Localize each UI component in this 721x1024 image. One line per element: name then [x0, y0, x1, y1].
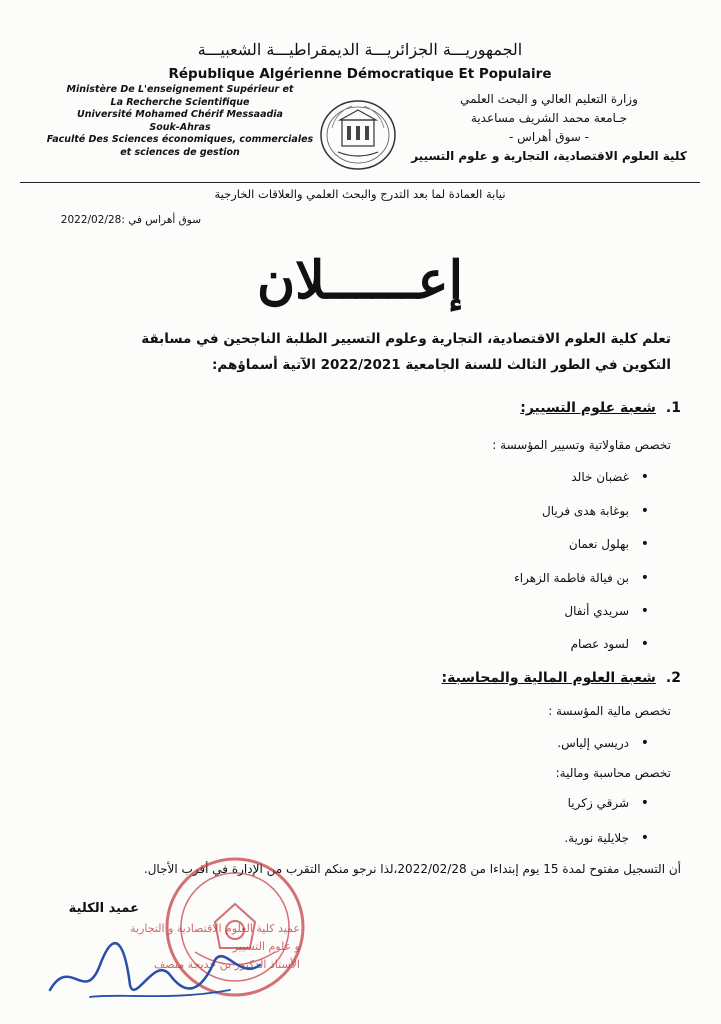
stamp-line: الأستاذ الدكتور بن خديجة منصف — [153, 958, 300, 971]
institution-french — [30, 84, 330, 159]
section-2-number: 2. — [665, 670, 681, 686]
student-name: شرقي زكريا — [567, 796, 629, 810]
bullet-icon: • — [640, 570, 649, 586]
intro-line-2: التكوين في الطور الثالث للسنة الجامعية 2022/2021 الآتية أسماؤهم: — [211, 357, 671, 373]
research-fr-line: La Recherche Scientifique — [110, 96, 250, 108]
section-1-specialty: تخصص مقاولاتية وتسيير المؤسسة : — [492, 438, 671, 452]
section-1-number: 1. — [665, 400, 681, 416]
ministry-ar-line: وزارة التعليم العالي و البحث العلمي — [460, 92, 638, 106]
dean-signature-title: عميد الكلية — [68, 901, 139, 916]
faculty-fr-line: Faculté Des Sciences économiques, commerciales — [46, 134, 314, 145]
university-fr-line: Université Mohamed Chérif Messaadia — [77, 109, 283, 120]
section-1-heading — [520, 400, 681, 416]
student-name: سريدي أنفال — [564, 604, 629, 618]
stamp-line: و علوم التسيير — [232, 940, 300, 953]
student-name: دريسي إلياس. — [557, 736, 629, 750]
dean-office-line: نيابة العمادة لما بعد التدرج والبحث العلمي والعلاقات الخارجية — [214, 187, 506, 201]
intro-paragraph — [111, 326, 671, 378]
date-line: سوق أهراس في :2022/02/28 — [60, 214, 201, 226]
republic-arabic: الجمهوريـــة الجزائريـــة الديمقراطيـــة الشعبيـــة — [197, 40, 523, 59]
section-2-title: شعبة العلوم المالية والمحاسبة: — [441, 670, 656, 686]
student-name: لسود عصام — [570, 637, 629, 651]
bullet-icon: • — [640, 469, 649, 485]
student-name: غضبان خالد — [571, 470, 629, 484]
city-ar-line: - سوق أهراس - — [509, 130, 589, 144]
section-2-specialty-1: تخصص مالية المؤسسة : — [548, 704, 671, 718]
city-fr-line: Souk-Ahras — [149, 121, 211, 133]
bullet-icon: • — [640, 536, 649, 552]
bullet-icon: • — [640, 636, 649, 652]
announcement-title: إعــــــلان — [256, 250, 464, 311]
bullet-icon: • — [640, 735, 649, 751]
student-name: بن فيالة فاطمة الزهراء — [514, 571, 629, 585]
header-divider — [20, 182, 700, 183]
bullet-icon: • — [640, 795, 649, 811]
stamp-line: عميد كلية العلوم الاقتصادية و التجارية — [130, 922, 300, 935]
bullet-icon: • — [640, 830, 649, 846]
section-1-title: شعبة علوم التسيير: — [520, 400, 656, 416]
student-name: بهلول نعمان — [568, 537, 629, 551]
ministry-fr-line: Ministère De L'enseignement Supérieur et — [66, 84, 294, 95]
republic-french: République Algérienne Démocratique Et Populaire — [168, 66, 552, 82]
registration-note: أن التسجيل مفتوح لمدة 15 يوم إبتداءا من 2022/02/28،لذا نرجو منكم التقرب من الإدارة في أقرب الأجال. — [143, 862, 681, 876]
student-name: بوغابة هدى فريال — [542, 504, 629, 518]
institution-arabic — [399, 90, 699, 166]
intro-line-1: تعلم كلية العلوم الاقتصادية، التجارية وعلوم التسيير الطلبة الناجحين في مسابقة — [141, 331, 671, 347]
student-name: جلايلية نورية. — [564, 831, 629, 845]
faculty-ar-line: كلية العلوم الاقتصادية، التجارية و علوم التسيير — [411, 149, 687, 163]
handwritten-signature — [30, 935, 310, 1015]
faculty-fr-line-2: et sciences de gestion — [120, 146, 240, 158]
section-2-heading — [441, 670, 681, 686]
bullet-icon: • — [640, 603, 649, 619]
university-ar-line: جـامعة محمد الشريف مساعدية — [470, 111, 628, 125]
bullet-icon: • — [640, 503, 649, 519]
section-2-specialty-2: تخصص محاسبة ومالية: — [555, 766, 671, 780]
university-logo — [318, 98, 398, 172]
